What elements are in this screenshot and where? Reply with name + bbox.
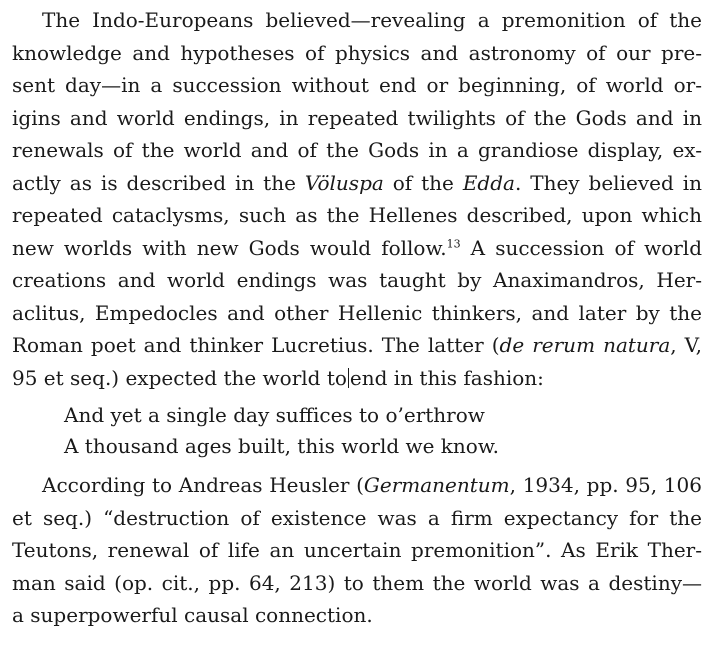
text-run: Roman poet and thinker Lucretius. The latter (: [12, 333, 500, 357]
text-cursor: [348, 368, 349, 388]
italic-title-voluspa: Völuspa: [304, 170, 384, 195]
text-run: According to Andreas Heusler (: [42, 473, 364, 497]
text-line: knowledge and hypotheses of physics and astronomy of our pre-: [12, 40, 702, 65]
text-run: of the: [383, 170, 463, 195]
verse-quote: [12, 400, 702, 462]
verse-line: And yet a single day suffices to o’erthrow: [64, 403, 485, 427]
text-line: renewals of the world and of the Gods in a grandiose display, ex-: [12, 138, 702, 162]
text-line: Teutons, renewal of life an uncertain premonition”. As Erik Ther-: [12, 538, 702, 562]
italic-title-germanentum: Germanentum: [363, 473, 510, 497]
text-line: [12, 329, 702, 362]
italic-title-de-rerum-natura: de rerum natura: [499, 333, 671, 357]
text-line: igins and world endings, in repeated twilights of the Gods and in: [12, 105, 702, 130]
text-run: . They believed in: [514, 170, 702, 195]
text-run: actly as is described in the: [12, 170, 305, 195]
text-line: et seq.) “destruction of existence was a firm expectancy for the: [12, 505, 702, 530]
document-page: [12, 4, 702, 632]
text-line: [12, 232, 702, 265]
italic-title-edda: Edda: [462, 170, 515, 195]
text-run: new worlds with new Gods would follow.: [12, 235, 447, 260]
paragraph-2: [12, 469, 702, 632]
text-line: sent day—in a succession without end or beginning, of world or-: [12, 73, 702, 97]
text-run: , 1934, pp. 95, 106: [509, 473, 702, 497]
text-line: creations and world endings was taught by Anaximandros, Her-: [12, 268, 702, 292]
text-run: A succession of world: [460, 235, 702, 260]
text-line: a superpowerful causal connection.: [12, 603, 373, 627]
text-run: , V,: [670, 333, 702, 357]
text-line: [12, 362, 702, 395]
text-line: repeated cataclysms, such as the Hellenes described, upon which: [12, 203, 702, 227]
text-run: end in this fashion:: [349, 365, 544, 390]
text-line: The Indo-Europeans believed—revealing a premonition of the: [42, 8, 702, 32]
footnote-marker[interactable]: 13: [446, 236, 461, 250]
text-line: aclitus, Empedocles and other Hellenic thinkers, and later by the: [12, 300, 702, 325]
text-line: man said (op. cit., pp. 64, 213) to them the world was a destiny—: [12, 570, 702, 595]
text-line: [12, 469, 702, 502]
verse-line: A thousand ages built, this world we know.: [64, 434, 499, 458]
text-line: [12, 167, 702, 200]
text-run: 95 et seq.) expected the world to: [12, 365, 347, 390]
paragraph-1: [12, 4, 702, 394]
